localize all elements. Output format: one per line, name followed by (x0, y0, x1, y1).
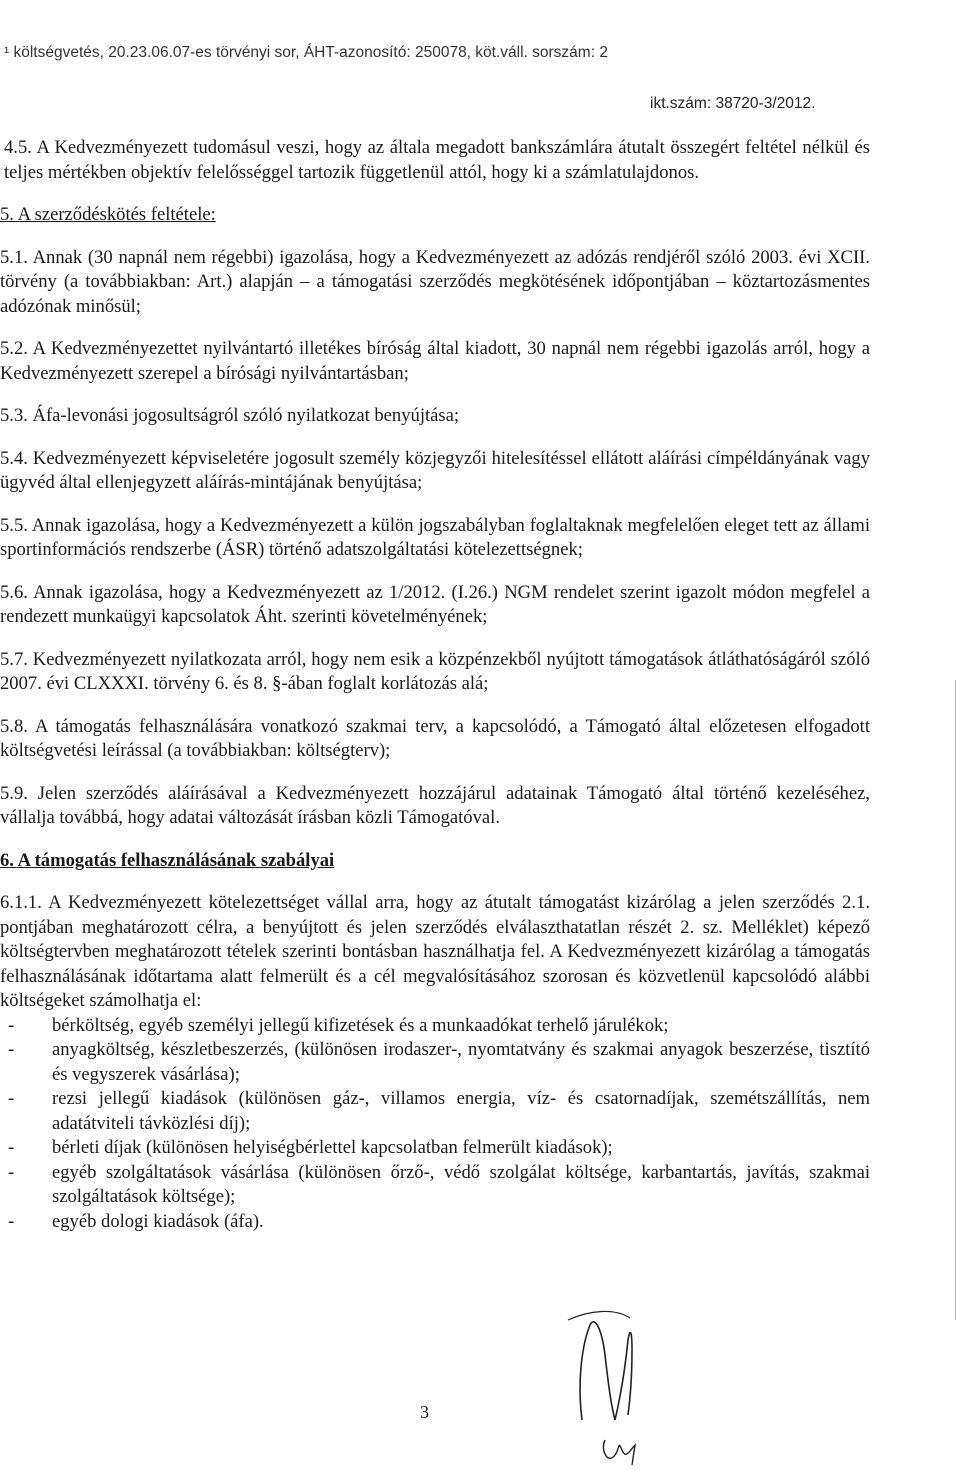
section-5-title: 5. A szerződéskötés feltétele: (0, 204, 216, 225)
footnote-header: ¹ költségvetés, 20.23.06.07-es törvényi sor, ÁHT-azonosító: 250078, köt.váll. sorszám: 2 (4, 44, 608, 61)
cost-item: - rezsi jellegű kiadások (különösen gáz-, villamos energia, víz- és csatornadíjak, szemétszállítás, nem adatátviteli távközlési díj); (0, 1087, 870, 1136)
paragraph-5-2: 5.2. A Kedvezményezettet nyilvántartó illetékes bíróság által kiadott, 30 napnál nem régebbi igazolás arról, hogy a Kedvezményezett szerepel a bírósági nyilvántartásban; (0, 338, 870, 384)
paragraph-5-3: 5.3. Áfa-levonási jogosultságról szóló nyilatkozat benyújtása; (0, 405, 460, 426)
paragraph-4-5: 4.5. A Kedvezményezett tudomásul veszi, hogy az általa megadott bankszámlára átutalt összegért feltétel nélkül és teljes mértékben objektív felelősséggel tartozik függetlenül attól, hogy ki a számlatulajdonos. (4, 137, 870, 183)
paragraph-6-1-1: 6.1.1. A Kedvezményezett kötelezettséget vállal arra, hogy az átutalt támogatást kizárólag a jelen szerződés 2.1. pontjában meghatározott célra, a benyújtott és jelen szerződés elválaszthatatlan részét 2. sz. Melléklet) képező költségtervben meghatározott tételek szerinti bontásban használhatja fel. A Kedvezményezett kizárólag a támogatás felhasználásának időtartama alatt felmerült és a cél megvalósításához szorosan és közvetlenül kapcsolódó alábbi költségeket számolhatja el: (0, 892, 870, 1011)
cost-item: - egyéb szolgáltatások vásárlása (különösen őrző-, védő szolgálat költsége, karbantartás, javítás, szakmai szolgáltatások költsége); (0, 1161, 870, 1210)
paragraph-5-8: 5.8. A támogatás felhasználására vonatkozó szakmai terv, a kapcsolódó, a Támogató által előzetesen elfogadott költségvetési leírással (a továbbiakban: költségterv); (0, 715, 870, 761)
registration-number: ikt.szám: 38720-3/2012. (650, 95, 816, 112)
section-5-heading (0, 203, 870, 228)
page-number: 3 (420, 1402, 429, 1422)
cost-item: - egyéb dologi kiadások (áfa). (0, 1210, 870, 1235)
eligible-costs-list (0, 1014, 870, 1235)
scan-edge-line (955, 680, 956, 1320)
paragraph-5-9: 5.9. Jelen szerződés aláírásával a Kedvezményezett hozzájárul adatainak Támogató által történő kezeléséhez, vállalja továbbá, hogy adatai változását írásban közli Támogatóval. (0, 782, 870, 828)
section-6-title: 6. A támogatás felhasználásának szabályai (0, 849, 335, 871)
paragraph-5-6: 5.6. Annak igazolása, hogy a Kedvezményezett az 1/2012. (I.26.) NGM rendelet szerint igazolt módon megfelel a rendezett munkaügyi kapcsolatok Áht. szerinti követelményének; (0, 581, 870, 627)
paragraph-5-1: 5.1. Annak (30 napnál nem régebbi) igazolása, hogy a Kedvezményezett az adózás rendjéről szóló 2003. évi XCII. törvény (a továbbiakban: Art.) alapján – a támogatási szerződés megkötésének időpontjában – köztartozásmentes adózónak minősül; (0, 246, 870, 317)
paragraph-5-4: 5.4. Kedvezményezett képviseletére jogosult személy közjegyzői hitelesítéssel ellátott aláírási címpéldányának vagy ügyvéd által ellenjegyzett aláírás-mintájának benyújtása; (0, 447, 870, 493)
cost-item: - bérleti díjak (különösen helyiségbérlettel kapcsolatban felmerült kiadások); (0, 1136, 870, 1161)
section-6-heading (0, 849, 870, 874)
paragraph-5-5: 5.5. Annak igazolása, hogy a Kedvezményezett a külön jogszabályban foglaltaknak megfelelően eleget tett az állami sportinformációs rendszerbe (ÁSR) történő adatszolgáltatási kötelezettségnek; (0, 514, 870, 560)
cost-item: - bérköltség, egyéb személyi jellegű kifizetések és a munkaadókat terhelő járulékok; (0, 1014, 870, 1039)
cost-item: - anyagköltség, készletbeszerzés, (különösen irodaszer-, nyomtatvány és szakmai anyagok beszerzése, tisztító és vegyszerek vásárlása); (0, 1038, 870, 1087)
signature-initials (560, 1300, 670, 1470)
document-body (0, 136, 870, 1234)
paragraph-5-7: 5.7. Kedvezményezett nyilatkozata arról, hogy nem esik a közpénzekből nyújtott támogatások átláthatóságáról szóló 2007. évi CLXXXI. törvény 6. és 8. §-ában foglalt korlátozás alá; (0, 648, 870, 694)
